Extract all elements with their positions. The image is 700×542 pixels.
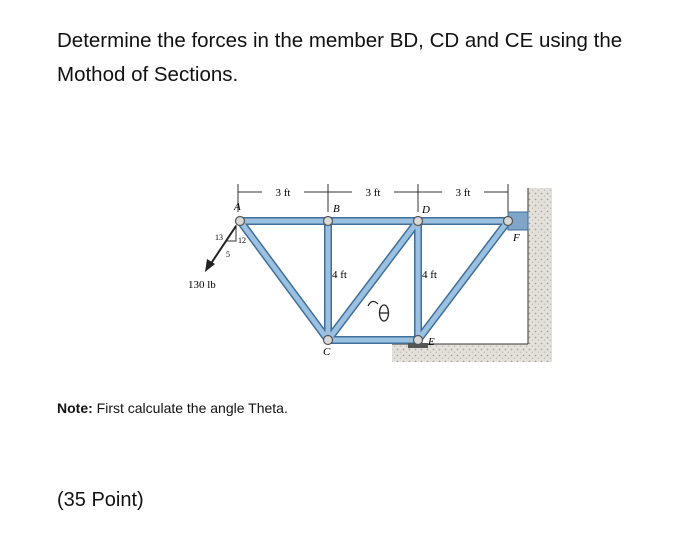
load-label: 130 lb bbox=[188, 279, 216, 291]
node-e: E bbox=[428, 336, 435, 348]
truss-members bbox=[240, 221, 508, 340]
pin-c bbox=[324, 336, 333, 345]
load-arrow bbox=[210, 226, 236, 265]
dim-label-df: 3 ft bbox=[455, 187, 471, 199]
theta-arc bbox=[368, 301, 378, 306]
height-label-de: 4 ft bbox=[422, 269, 437, 281]
dim-label-bd: 3 ft bbox=[365, 187, 381, 199]
question-line-1: Determine the forces in the member BD, CD and CE using the bbox=[57, 29, 623, 52]
node-b: B bbox=[333, 203, 340, 215]
note-label: Note: bbox=[57, 400, 93, 416]
pin-e bbox=[414, 336, 423, 345]
node-c: C bbox=[323, 346, 331, 358]
pin-d bbox=[414, 217, 423, 226]
node-d: D bbox=[422, 204, 430, 216]
slope-label-13: 13 bbox=[215, 233, 223, 242]
slope-label-12: 12 bbox=[238, 236, 246, 245]
points-label: (35 Point) bbox=[57, 489, 144, 511]
node-a: A bbox=[234, 201, 241, 213]
pin-a bbox=[236, 217, 245, 226]
note-body: First calculate the angle Theta. bbox=[92, 400, 288, 416]
slope-label-5: 5 bbox=[226, 250, 230, 259]
dim-label-ab: 3 ft bbox=[275, 187, 291, 199]
question-line-2: Mothod of Sections. bbox=[57, 63, 239, 86]
node-f: F bbox=[513, 232, 520, 244]
note-text bbox=[57, 400, 288, 416]
height-label-bc: 4 ft bbox=[332, 269, 347, 281]
pin-f bbox=[504, 217, 513, 226]
wall bbox=[528, 188, 552, 360]
member-ac bbox=[240, 221, 328, 340]
pin-b bbox=[324, 217, 333, 226]
